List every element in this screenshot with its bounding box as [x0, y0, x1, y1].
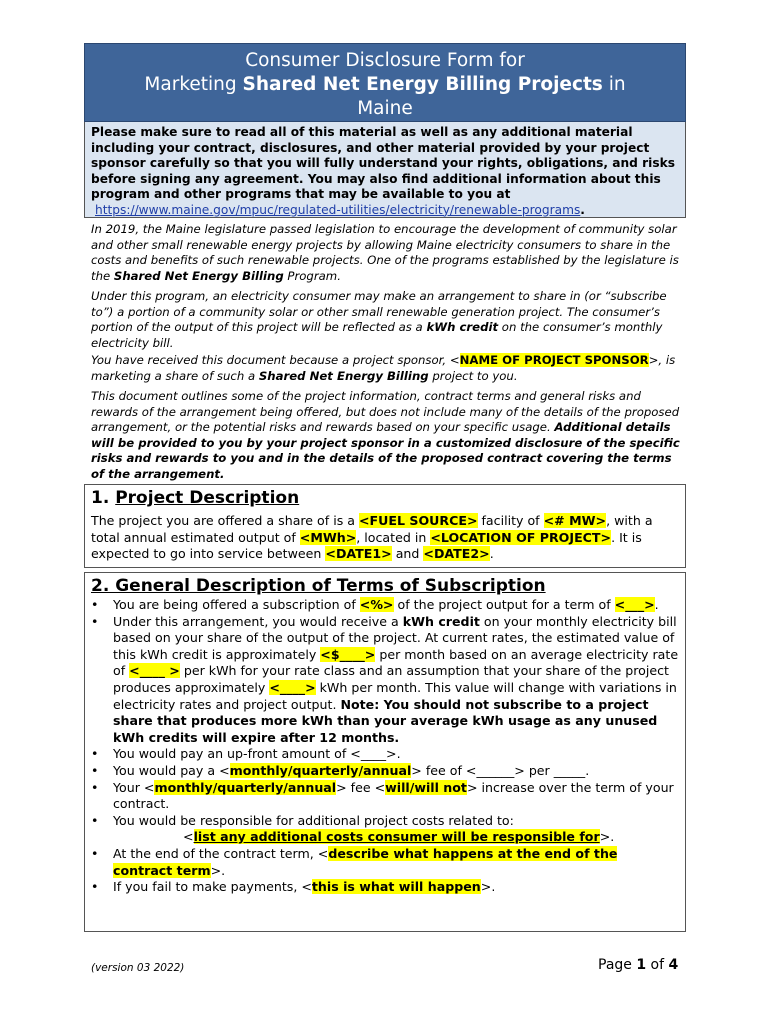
terms-list [85, 597, 685, 896]
p1-text: In 2019, the Maine legislature passed legislation to encourage the development of community solar and other small renewable energy projects by allowing Maine electricity consumers to share in the costs and benefits of such renewable projects. One of the programs established by the legislature is the [91, 222, 679, 283]
title-line-1: Consumer Disclosure Form for [245, 50, 525, 71]
date1-placeholder: <DATE1> [325, 546, 392, 562]
paragraph-sponsor [91, 353, 681, 384]
b6-sub-close: >. [599, 829, 615, 845]
p4-text: This document outlines some of the project information, contract terms and general risks and rewards of the arrangement being offered, but does not include many of the details of the proposed arrangement, or the potential risks and rewards based on your specific usage. [91, 389, 680, 435]
b2-note: Note: You should not subscribe to a project share that produces more kWh than your average kWh usage as any unused kWh credits will expire after 12 months. [113, 696, 658, 745]
list-item [91, 846, 679, 879]
p3-bold: Shared Net Energy Billing [258, 368, 429, 383]
b2-mid3: per kWh for your rate class and an assumption that your share of the project produces approximately [113, 663, 669, 695]
p1-end: Program. [283, 268, 341, 283]
credit-value-placeholder: <$____> [320, 646, 376, 662]
b1-text: You are being offered a subscription of [113, 597, 360, 612]
sponsor-name-placeholder: NAME OF PROJECT SPONSOR [459, 353, 649, 367]
b2-text: Under this arrangement, you would receive a [113, 613, 403, 629]
will-will-not-placeholder: will/will not [385, 779, 467, 795]
b2-mid4: kWh per month. This value will change with variations in electricity rates and project output. [113, 679, 677, 712]
b8-text: If you fail to make payments, < [113, 879, 312, 895]
additional-costs-placeholder: list any additional costs consumer will be responsible for [193, 829, 600, 845]
mwh-placeholder: <MWh> [299, 529, 357, 545]
list-item [91, 597, 679, 614]
title-line-2-suffix: in [602, 74, 626, 95]
b5-mid: > fee < [336, 779, 386, 795]
b7-text: At the end of the contract term, < [113, 845, 329, 861]
page-word: Page [598, 957, 637, 973]
fuel-source-placeholder: <FUEL SOURCE> [359, 513, 478, 528]
term-placeholder: <___> [614, 597, 655, 612]
b3-text: You would pay an up-front amount of <____>. [113, 746, 401, 762]
section-2-heading [85, 573, 685, 597]
paragraph-outline [91, 389, 681, 483]
b5-text: Your < [113, 779, 155, 795]
s1-t6: and [391, 546, 424, 562]
b6-text: You would be responsible for additional project costs related to: [113, 812, 514, 828]
mw-placeholder: <# MW> [543, 513, 607, 528]
section-project-description [84, 484, 686, 568]
date2-placeholder: <DATE2> [423, 546, 490, 562]
paragraph-program [91, 289, 681, 351]
section-1-title: Project Description [115, 488, 300, 508]
page-number [598, 957, 678, 973]
list-item [91, 780, 679, 813]
list-item [91, 763, 679, 780]
p4-bold: Additional details will be provided to you by your project sponsor in a customized disclosure of the specific risks and rewards to you and in the details of the proposed contract covering the terms of the arrangement. [91, 420, 680, 481]
p2-end: on the consumer’s monthly electricity bill. [91, 320, 663, 350]
list-item [91, 879, 679, 896]
s1-t1: The project you are offered a share of is a [91, 513, 359, 528]
s1-t5: . It is expected to go into service between [91, 529, 642, 562]
b2-bold: kWh credit [402, 613, 480, 629]
s1-t7: . [489, 546, 494, 562]
b8-end: >. [480, 879, 496, 895]
total-pages: 4 [668, 957, 679, 973]
location-placeholder: <LOCATION OF PROJECT> [430, 529, 612, 545]
b5-end: > increase over the term of your contract. [113, 779, 674, 812]
p2-text: Under this program, an electricity consumer may make an arrangement to share in (or “subscribe to”) a portion of a community solar or other small renewable generation project. The consumer’s portion of the output of this project will be reflected as a [91, 289, 667, 335]
fee-period-placeholder: monthly/quarterly/annual [229, 762, 412, 778]
b6-sub-open: < [183, 829, 194, 845]
b7-end: >. [210, 862, 226, 878]
end-of-term-placeholder: describe what happens at the end of the contract term [113, 845, 618, 878]
s1-t2: facility of [477, 513, 544, 528]
current-page: 1 [636, 957, 647, 973]
section-2-title: 2. General Description of Terms of Subscription [91, 576, 546, 596]
section-1-number: 1. [91, 488, 110, 508]
b1-mid: of the project output for a term of [393, 597, 615, 612]
fee-period-placeholder-2: monthly/quarterly/annual [154, 779, 337, 795]
nonpayment-placeholder: this is what will happen [311, 879, 481, 895]
renewable-programs-link[interactable]: https://www.maine.gov/mpuc/regulated-utilities/electricity/renewable-programs [95, 202, 581, 217]
version-label: (version 03 2022) [91, 962, 185, 974]
list-item [91, 746, 679, 763]
p3-mid: >, is marketing a share of such a [91, 353, 676, 383]
b6-sub [113, 829, 614, 844]
intro-text: Please make sure to read all of this material as well as any additional material including your contract, disclosures, and other material provided by your project sponsor carefully so that you will fully understand your rights, obligations, and risks before signing any agreement. You may also find additional information about this program and other programs that may be available to you at [91, 125, 675, 201]
title-line-2-prefix: Marketing [144, 74, 243, 95]
rate-placeholder: <____ > [129, 663, 180, 679]
section-terms-of-subscription [84, 572, 686, 932]
s1-t3: , with a total annual estimated output of [91, 513, 653, 545]
percent-placeholder: <%> [359, 597, 394, 612]
list-item [91, 614, 679, 747]
intro-notice-box [84, 122, 686, 218]
b2-mid1: on your monthly electricity bill based on your share of the output of the project. At current rates, the estimated value of this kWh credit is approximately [113, 613, 677, 662]
paragraph-legislation [91, 222, 681, 284]
intro-link-end: . [580, 202, 585, 217]
section-1-heading [85, 485, 685, 509]
s1-t4: , located in [356, 529, 431, 545]
kwh-placeholder: <____> [269, 679, 316, 695]
b4-text: You would pay a < [113, 762, 230, 778]
title-line-2 [85, 73, 685, 97]
b4-end: > fee of <______> per _____. [411, 762, 590, 778]
p3-end: project to you. [428, 368, 518, 383]
section-1-body [85, 509, 685, 563]
list-item [91, 813, 679, 846]
p1-bold: Shared Net Energy Billing [113, 268, 284, 283]
p2-bold: kWh credit [426, 320, 499, 335]
p3-text: You have received this document because a project sponsor, < [91, 353, 460, 367]
title-line-2-bold: Shared Net Energy Billing Projects [242, 74, 603, 95]
b1-end: . [654, 597, 659, 612]
form-title-banner [84, 43, 686, 122]
title-line-3: Maine [357, 98, 413, 119]
b2-mid2: per month based on an average electricity rate of [113, 646, 679, 679]
of-word: of [646, 957, 669, 973]
